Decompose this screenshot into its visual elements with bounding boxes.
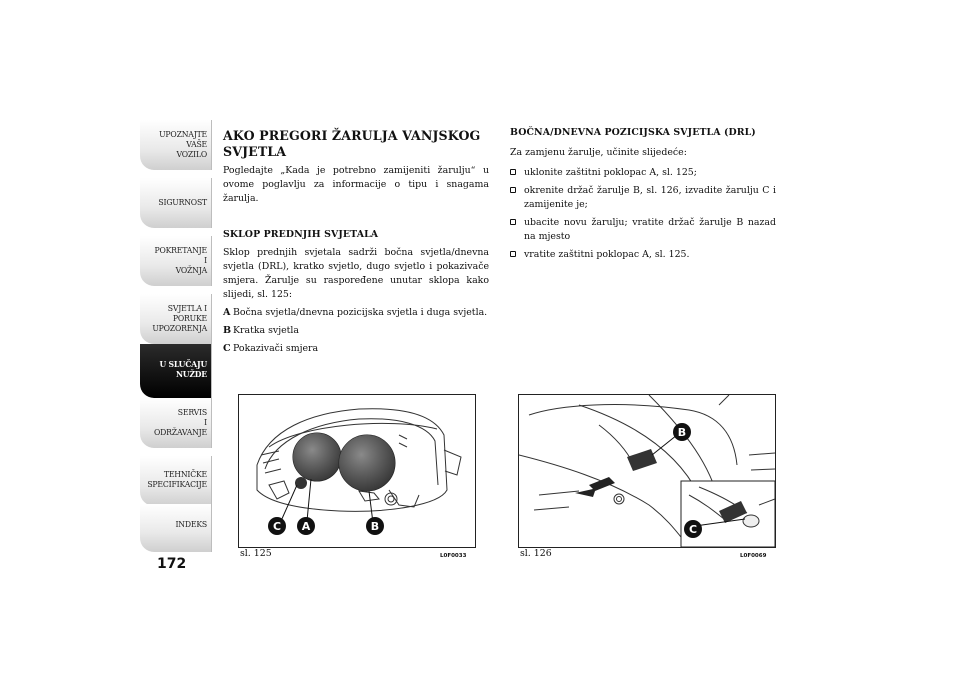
callout-b-label: B <box>677 426 687 439</box>
tab-svjetla[interactable]: SVJETLA I PORUKE UPOZORENJA <box>140 294 212 344</box>
callout-b <box>366 517 384 535</box>
callout-b-label: B <box>370 520 380 533</box>
step-text: ubacite novu žarulju; vratite držač žarulje B nazad na mjesto <box>524 217 776 242</box>
bulb-holder-illustration <box>519 395 775 547</box>
figure-caption: sl. 125 <box>240 548 272 559</box>
checkbox-bullet-icon <box>510 169 516 175</box>
callout-c-label: C <box>688 523 698 536</box>
drl-intro: Za zamjenu žarulje, učinite slijedeće: <box>510 147 687 158</box>
item-text: Pokazivači smjera <box>233 343 319 354</box>
checkbox-bullet-icon <box>510 187 516 193</box>
callout-c <box>268 517 286 535</box>
step-text: uklonite zaštitni poklopac A, sl. 125; <box>524 167 697 178</box>
drl-title: BOČNA/DNEVNA POZICIJSKA SVJETLA (DRL) <box>510 127 756 138</box>
step-item <box>510 184 776 212</box>
figure-code: L0F0033 <box>440 553 467 559</box>
tab-u-slucaju-nuzde[interactable]: U SLUČAJU NUŽDE <box>140 344 212 398</box>
tab-sigurnost[interactable]: SIGURNOST <box>140 178 212 228</box>
tab-servis[interactable]: SERVIS I ODRŽAVANJE <box>140 398 212 448</box>
tab-upoznajte[interactable]: UPOZNAJTE VAŠE VOZILO <box>140 120 212 170</box>
item-letter: A <box>223 307 231 318</box>
callout-c-label: C <box>272 520 282 533</box>
callout-a-label: A <box>301 520 311 533</box>
step-text: vratite zaštitni poklopac A, sl. 125. <box>524 249 690 260</box>
checkbox-bullet-icon <box>510 219 516 225</box>
figure-headlamp-assembly <box>238 394 476 548</box>
callout-b <box>673 423 691 441</box>
tab-pokretanje[interactable]: POKRETANJE I VOŽNJA <box>140 236 212 286</box>
list-item <box>223 342 489 356</box>
headlamp-illustration <box>239 395 475 547</box>
callout-a <box>297 517 315 535</box>
item-letter: B <box>223 325 232 336</box>
left-column <box>223 128 489 360</box>
tab-tehnicke[interactable]: TEHNIČKE SPECIFIKACIJE <box>140 456 212 506</box>
step-item <box>510 248 776 262</box>
list-item <box>223 324 489 338</box>
page-number: 172 <box>157 556 187 572</box>
right-column <box>510 126 776 266</box>
item-text: Bočna svjetla/dnevna pozicijska svjetla i duga svjetla. <box>233 307 488 318</box>
callout-c <box>684 520 702 538</box>
section-title: SKLOP PREDNJIH SVJETALA <box>223 229 379 240</box>
intro-paragraph: Pogledajte „Kada je potrebno zamijeniti žarulju“ u ovome poglavlju za informacije o tipu i snagama žarulja. <box>223 165 489 204</box>
page-title: AKO PREGORI ŽARULJA VANJSKOG SVJETLA <box>223 128 481 159</box>
checkbox-bullet-icon <box>510 251 516 257</box>
figure-caption: sl. 126 <box>520 548 552 559</box>
step-item <box>510 166 776 180</box>
list-item <box>223 306 489 320</box>
step-item <box>510 216 776 244</box>
item-letter: C <box>223 343 231 354</box>
tab-indeks[interactable]: INDEKS <box>140 504 212 552</box>
item-text: Kratka svjetla <box>233 325 300 336</box>
section-paragraph: Sklop prednjih svjetala sadrži bočna svjetla/dnevna svjetla (DRL), kratko svjetlo, dugo svjetlo i pokazivače smjera. Žarulje su raspoređene unutar sklopa kako slijedi, sl. 125: <box>223 247 489 300</box>
step-text: okrenite držač žarulje B, sl. 126, izvadite žarulju C i zamijenite je; <box>524 185 776 210</box>
figure-bulb-holder <box>518 394 776 548</box>
figure-code: L0F0069 <box>740 553 767 559</box>
